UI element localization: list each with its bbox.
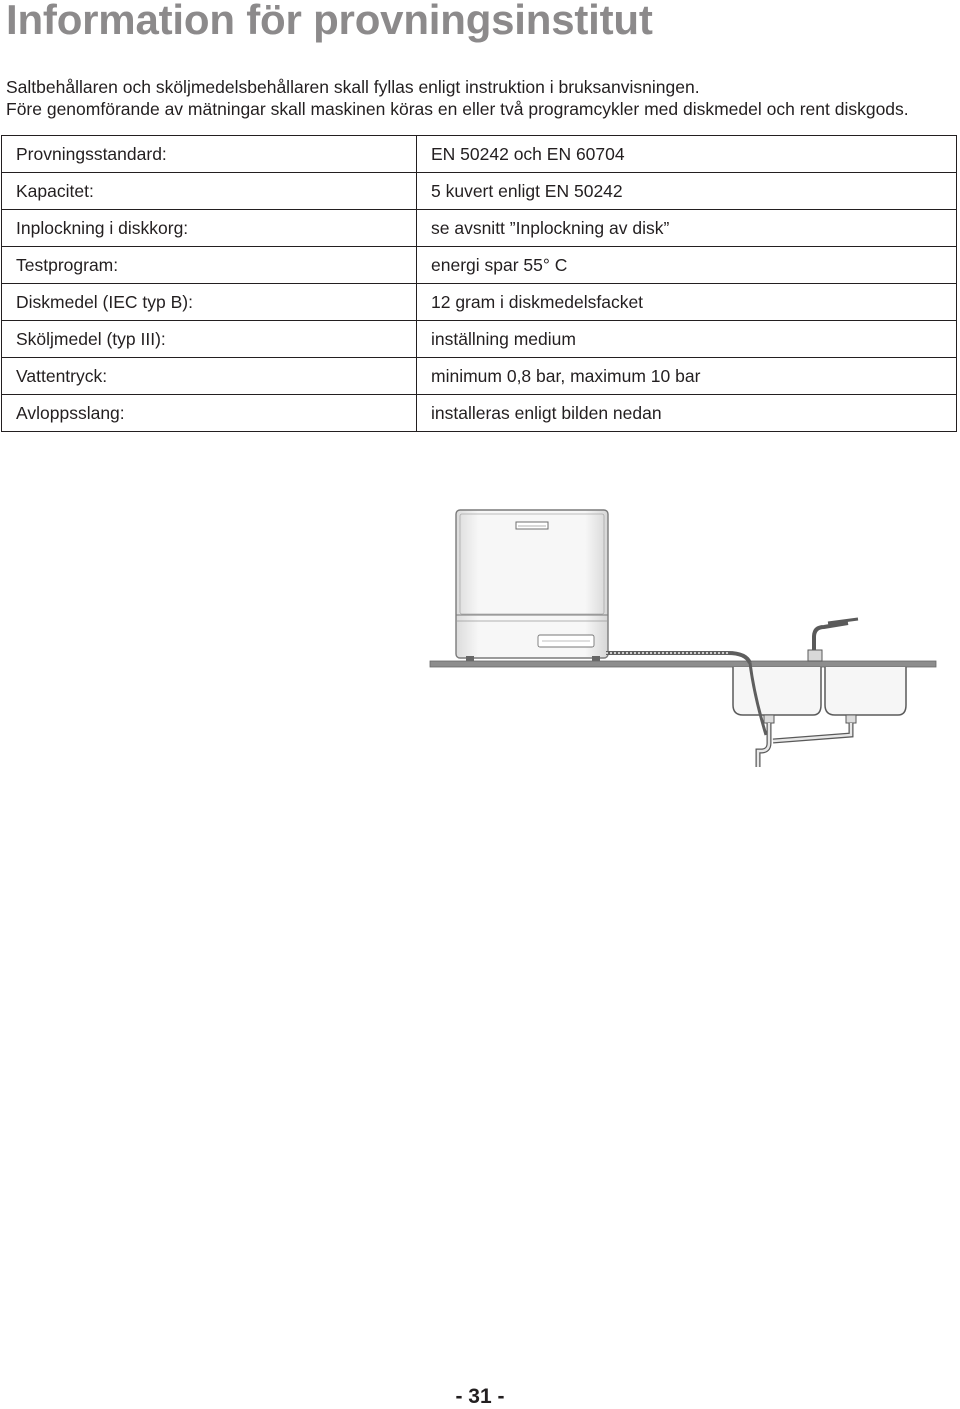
spec-value: inställning medium — [417, 321, 957, 358]
spec-key: Vattentryck: — [2, 358, 417, 395]
table-row — [2, 210, 957, 247]
dishwasher-drain-installation-illustration — [428, 505, 938, 770]
table-row — [2, 173, 957, 210]
page-title: Information för provningsinstitut — [6, 0, 653, 43]
spec-key: Avloppsslang: — [2, 395, 417, 432]
page-number: - 31 - — [455, 1385, 505, 1408]
spec-value: EN 50242 och EN 60704 — [417, 136, 957, 173]
spec-value: 12 gram i diskmedelsfacket — [417, 284, 957, 321]
spec-key: Sköljmedel (typ III): — [2, 321, 417, 358]
spec-value: installeras enligt bilden nedan — [417, 395, 957, 432]
table-row — [2, 395, 957, 432]
table-row — [2, 358, 957, 395]
spec-value: minimum 0,8 bar, maximum 10 bar — [417, 358, 957, 395]
table-row — [2, 247, 957, 284]
table-row — [2, 284, 957, 321]
spec-key: Provningsstandard: — [2, 136, 417, 173]
intro-line: Saltbehållaren och sköljmedelsbehållaren skall fyllas enligt instruktion i bruksanvisningen. — [6, 77, 700, 97]
spec-key: Kapacitet: — [2, 173, 417, 210]
spec-key: Testprogram: — [2, 247, 417, 284]
intro-text — [6, 77, 956, 120]
spec-key: Inplockning i diskkorg: — [2, 210, 417, 247]
intro-line: Före genomförande av mätningar skall maskinen köras en eller två programcykler med diskmedel och rent diskgods. — [6, 98, 909, 119]
test-spec-table — [1, 135, 957, 432]
spec-value: 5 kuvert enligt EN 50242 — [417, 173, 957, 210]
spec-key: Diskmedel (IEC typ B): — [2, 284, 417, 321]
spec-value: energi spar 55° C — [417, 247, 957, 284]
table-row — [2, 136, 957, 173]
table-row — [2, 321, 957, 358]
spec-value: se avsnitt ”Inplockning av disk” — [417, 210, 957, 247]
